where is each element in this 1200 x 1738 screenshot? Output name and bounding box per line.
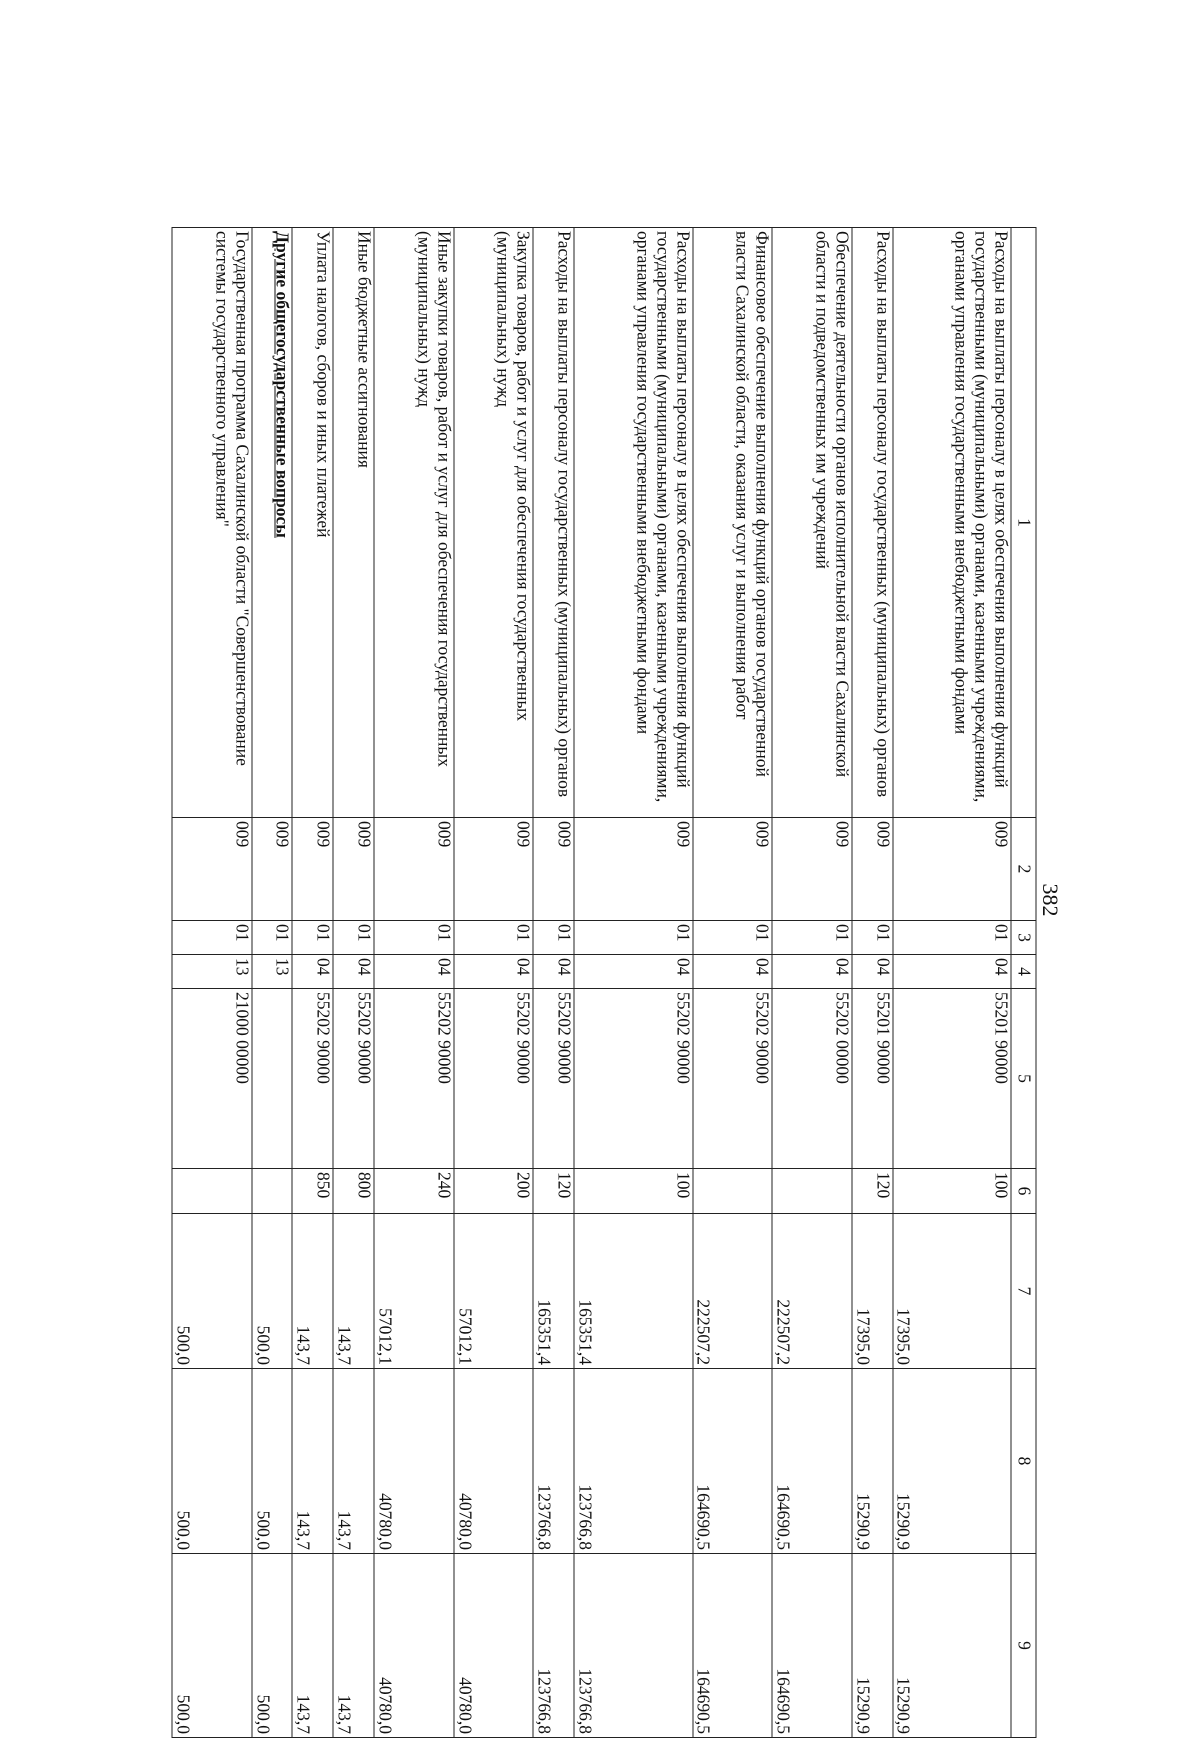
row-section: 01 xyxy=(333,921,374,955)
table-body xyxy=(172,228,1011,1738)
row-value-year3: 500,0 xyxy=(172,1554,252,1738)
row-value-year3: 143,7 xyxy=(333,1554,374,1738)
row-value-year1: 57012,1 xyxy=(454,1214,534,1369)
row-target-article xyxy=(252,989,293,1169)
row-subsection: 04 xyxy=(852,955,893,989)
row-section: 01 xyxy=(533,921,574,955)
row-target-article: 21000 00000 xyxy=(172,989,252,1169)
row-value-year1: 165351,4 xyxy=(574,1214,692,1369)
row-expense-type: 100 xyxy=(574,1169,692,1214)
row-ministry-code: 009 xyxy=(172,818,252,921)
header-row xyxy=(1011,228,1036,1738)
col-header-6: 6 xyxy=(1011,1169,1036,1214)
row-value-year2: 500,0 xyxy=(172,1369,252,1554)
row-section: 01 xyxy=(893,921,1011,955)
row-ministry-code: 009 xyxy=(333,818,374,921)
row-value-year1: 143,7 xyxy=(333,1214,374,1369)
row-name: Закупка товаров, работ и услуг для обеспечения государственных (муниципальных) нужд xyxy=(454,228,534,818)
row-subsection: 04 xyxy=(292,955,333,989)
row-section: 01 xyxy=(852,921,893,955)
row-value-year3: 123766,8 xyxy=(574,1554,692,1738)
row-ministry-code: 009 xyxy=(852,818,893,921)
row-ministry-code: 009 xyxy=(252,818,293,921)
table-row xyxy=(454,228,534,1738)
row-ministry-code: 009 xyxy=(454,818,534,921)
page-number: 382 xyxy=(1038,883,1063,917)
row-target-article: 55202 90000 xyxy=(333,989,374,1169)
col-header-1: 1 xyxy=(1011,228,1036,818)
row-expense-type: 850 xyxy=(292,1169,333,1214)
row-value-year1: 222507,2 xyxy=(772,1214,852,1369)
row-expense-type: 120 xyxy=(852,1169,893,1214)
row-ministry-code: 009 xyxy=(292,818,333,921)
row-subsection: 04 xyxy=(893,955,1011,989)
row-value-year3: 500,0 xyxy=(252,1554,293,1738)
col-header-3: 3 xyxy=(1011,921,1036,955)
row-target-article: 55202 90000 xyxy=(533,989,574,1169)
row-value-year1: 17395,0 xyxy=(893,1214,1011,1369)
table-row xyxy=(172,228,252,1738)
row-value-year1: 165351,4 xyxy=(533,1214,574,1369)
col-header-8: 8 xyxy=(1011,1369,1036,1554)
row-ministry-code: 009 xyxy=(374,818,454,921)
row-section: 01 xyxy=(772,921,852,955)
row-value-year3: 143,7 xyxy=(292,1554,333,1738)
row-value-year1: 57012,1 xyxy=(374,1214,454,1369)
row-name: Другие общегосударственные вопросы xyxy=(252,228,293,818)
row-expense-type: 800 xyxy=(333,1169,374,1214)
table-row xyxy=(852,228,893,1738)
col-header-9: 9 xyxy=(1011,1554,1036,1738)
row-name: Финансовое обеспечение выполнения функций органов государственной власти Сахалинской области, оказания услуг и выполнения работ xyxy=(693,228,773,818)
row-value-year2: 500,0 xyxy=(252,1369,293,1554)
row-section: 01 xyxy=(693,921,773,955)
table-row xyxy=(574,228,692,1738)
row-expense-type xyxy=(172,1169,252,1214)
row-value-year3: 15290,9 xyxy=(852,1554,893,1738)
table-row xyxy=(533,228,574,1738)
budget-table-container xyxy=(172,227,1037,1737)
row-expense-type: 240 xyxy=(374,1169,454,1214)
row-target-article: 55202 90000 xyxy=(574,989,692,1169)
row-value-year2: 40780,0 xyxy=(454,1369,534,1554)
row-target-article: 55201 90000 xyxy=(893,989,1011,1169)
row-value-year1: 143,7 xyxy=(292,1214,333,1369)
row-value-year1: 222507,2 xyxy=(693,1214,773,1369)
row-value-year2: 123766,8 xyxy=(533,1369,574,1554)
row-name: Уплата налогов, сборов и иных платежей xyxy=(292,228,333,818)
row-target-article: 55202 90000 xyxy=(693,989,773,1169)
row-name: Расходы на выплаты персоналу в целях обеспечения выполнения функций государственными (муниципальными) органами, казенными учреждениями, органами управления государственными внебюджетными фондами xyxy=(893,228,1011,818)
row-target-article: 55202 90000 xyxy=(292,989,333,1169)
row-subsection: 04 xyxy=(454,955,534,989)
row-subsection: 13 xyxy=(252,955,293,989)
row-name: Расходы на выплаты персоналу в целях обеспечения выполнения функций государственными (муниципальными) органами, казенными учреждениями, органами управления государственными внебюджетными фондами xyxy=(574,228,692,818)
row-value-year2: 164690,5 xyxy=(693,1369,773,1554)
row-section: 01 xyxy=(374,921,454,955)
row-value-year1: 500,0 xyxy=(172,1214,252,1369)
row-section: 01 xyxy=(172,921,252,955)
row-subsection: 04 xyxy=(772,955,852,989)
row-target-article: 55202 90000 xyxy=(374,989,454,1169)
row-expense-type: 120 xyxy=(533,1169,574,1214)
row-ministry-code: 009 xyxy=(893,818,1011,921)
table-row xyxy=(252,228,293,1738)
row-subsection: 04 xyxy=(333,955,374,989)
row-name: Государственная программа Сахалинской области "Совершенствование системы государственного управления" xyxy=(172,228,252,818)
table-row xyxy=(374,228,454,1738)
row-value-year2: 15290,9 xyxy=(852,1369,893,1554)
table-row xyxy=(333,228,374,1738)
row-section: 01 xyxy=(292,921,333,955)
col-header-5: 5 xyxy=(1011,989,1036,1169)
row-ministry-code: 009 xyxy=(533,818,574,921)
row-section: 01 xyxy=(252,921,293,955)
row-expense-type: 200 xyxy=(454,1169,534,1214)
row-value-year2: 143,7 xyxy=(333,1369,374,1554)
row-target-article: 55202 90000 xyxy=(454,989,534,1169)
row-expense-type xyxy=(772,1169,852,1214)
row-value-year3: 15290,9 xyxy=(893,1554,1011,1738)
row-ministry-code: 009 xyxy=(772,818,852,921)
row-name: Иные бюджетные ассигнования xyxy=(333,228,374,818)
row-subsection: 04 xyxy=(574,955,692,989)
row-value-year2: 143,7 xyxy=(292,1369,333,1554)
row-value-year2: 40780,0 xyxy=(374,1369,454,1554)
row-value-year3: 40780,0 xyxy=(454,1554,534,1738)
row-value-year2: 15290,9 xyxy=(893,1369,1011,1554)
row-subsection: 04 xyxy=(374,955,454,989)
table-row xyxy=(893,228,1011,1738)
table-row xyxy=(693,228,773,1738)
row-value-year3: 164690,5 xyxy=(772,1554,852,1738)
row-value-year1: 500,0 xyxy=(252,1214,293,1369)
table-row xyxy=(292,228,333,1738)
row-value-year3: 40780,0 xyxy=(374,1554,454,1738)
row-subsection: 04 xyxy=(693,955,773,989)
row-expense-type xyxy=(693,1169,773,1214)
col-header-7: 7 xyxy=(1011,1214,1036,1369)
row-name: Расходы на выплаты персоналу государственных (муниципальных) органов xyxy=(852,228,893,818)
row-value-year2: 123766,8 xyxy=(574,1369,692,1554)
row-target-article: 55202 00000 xyxy=(772,989,852,1169)
row-target-article: 55201 90000 xyxy=(852,989,893,1169)
row-value-year3: 123766,8 xyxy=(533,1554,574,1738)
row-subsection: 04 xyxy=(533,955,574,989)
row-value-year3: 164690,5 xyxy=(693,1554,773,1738)
table-row xyxy=(772,228,852,1738)
row-expense-type xyxy=(252,1169,293,1214)
row-name: Расходы на выплаты персоналу государственных (муниципальных) органов xyxy=(533,228,574,818)
row-value-year2: 164690,5 xyxy=(772,1369,852,1554)
budget-table xyxy=(172,227,1037,1738)
row-ministry-code: 009 xyxy=(693,818,773,921)
row-section: 01 xyxy=(574,921,692,955)
row-section: 01 xyxy=(454,921,534,955)
col-header-4: 4 xyxy=(1011,955,1036,989)
row-name: Иные закупки товаров, работ и услуг для обеспечения государственных (муниципальных) нужд xyxy=(374,228,454,818)
row-value-year1: 17395,0 xyxy=(852,1214,893,1369)
row-expense-type: 100 xyxy=(893,1169,1011,1214)
col-header-2: 2 xyxy=(1011,818,1036,921)
row-ministry-code: 009 xyxy=(574,818,692,921)
row-name: Обеспечение деятельности органов исполнительной власти Сахалинской области и подведомственных им учреждений xyxy=(772,228,852,818)
row-subsection: 13 xyxy=(172,955,252,989)
